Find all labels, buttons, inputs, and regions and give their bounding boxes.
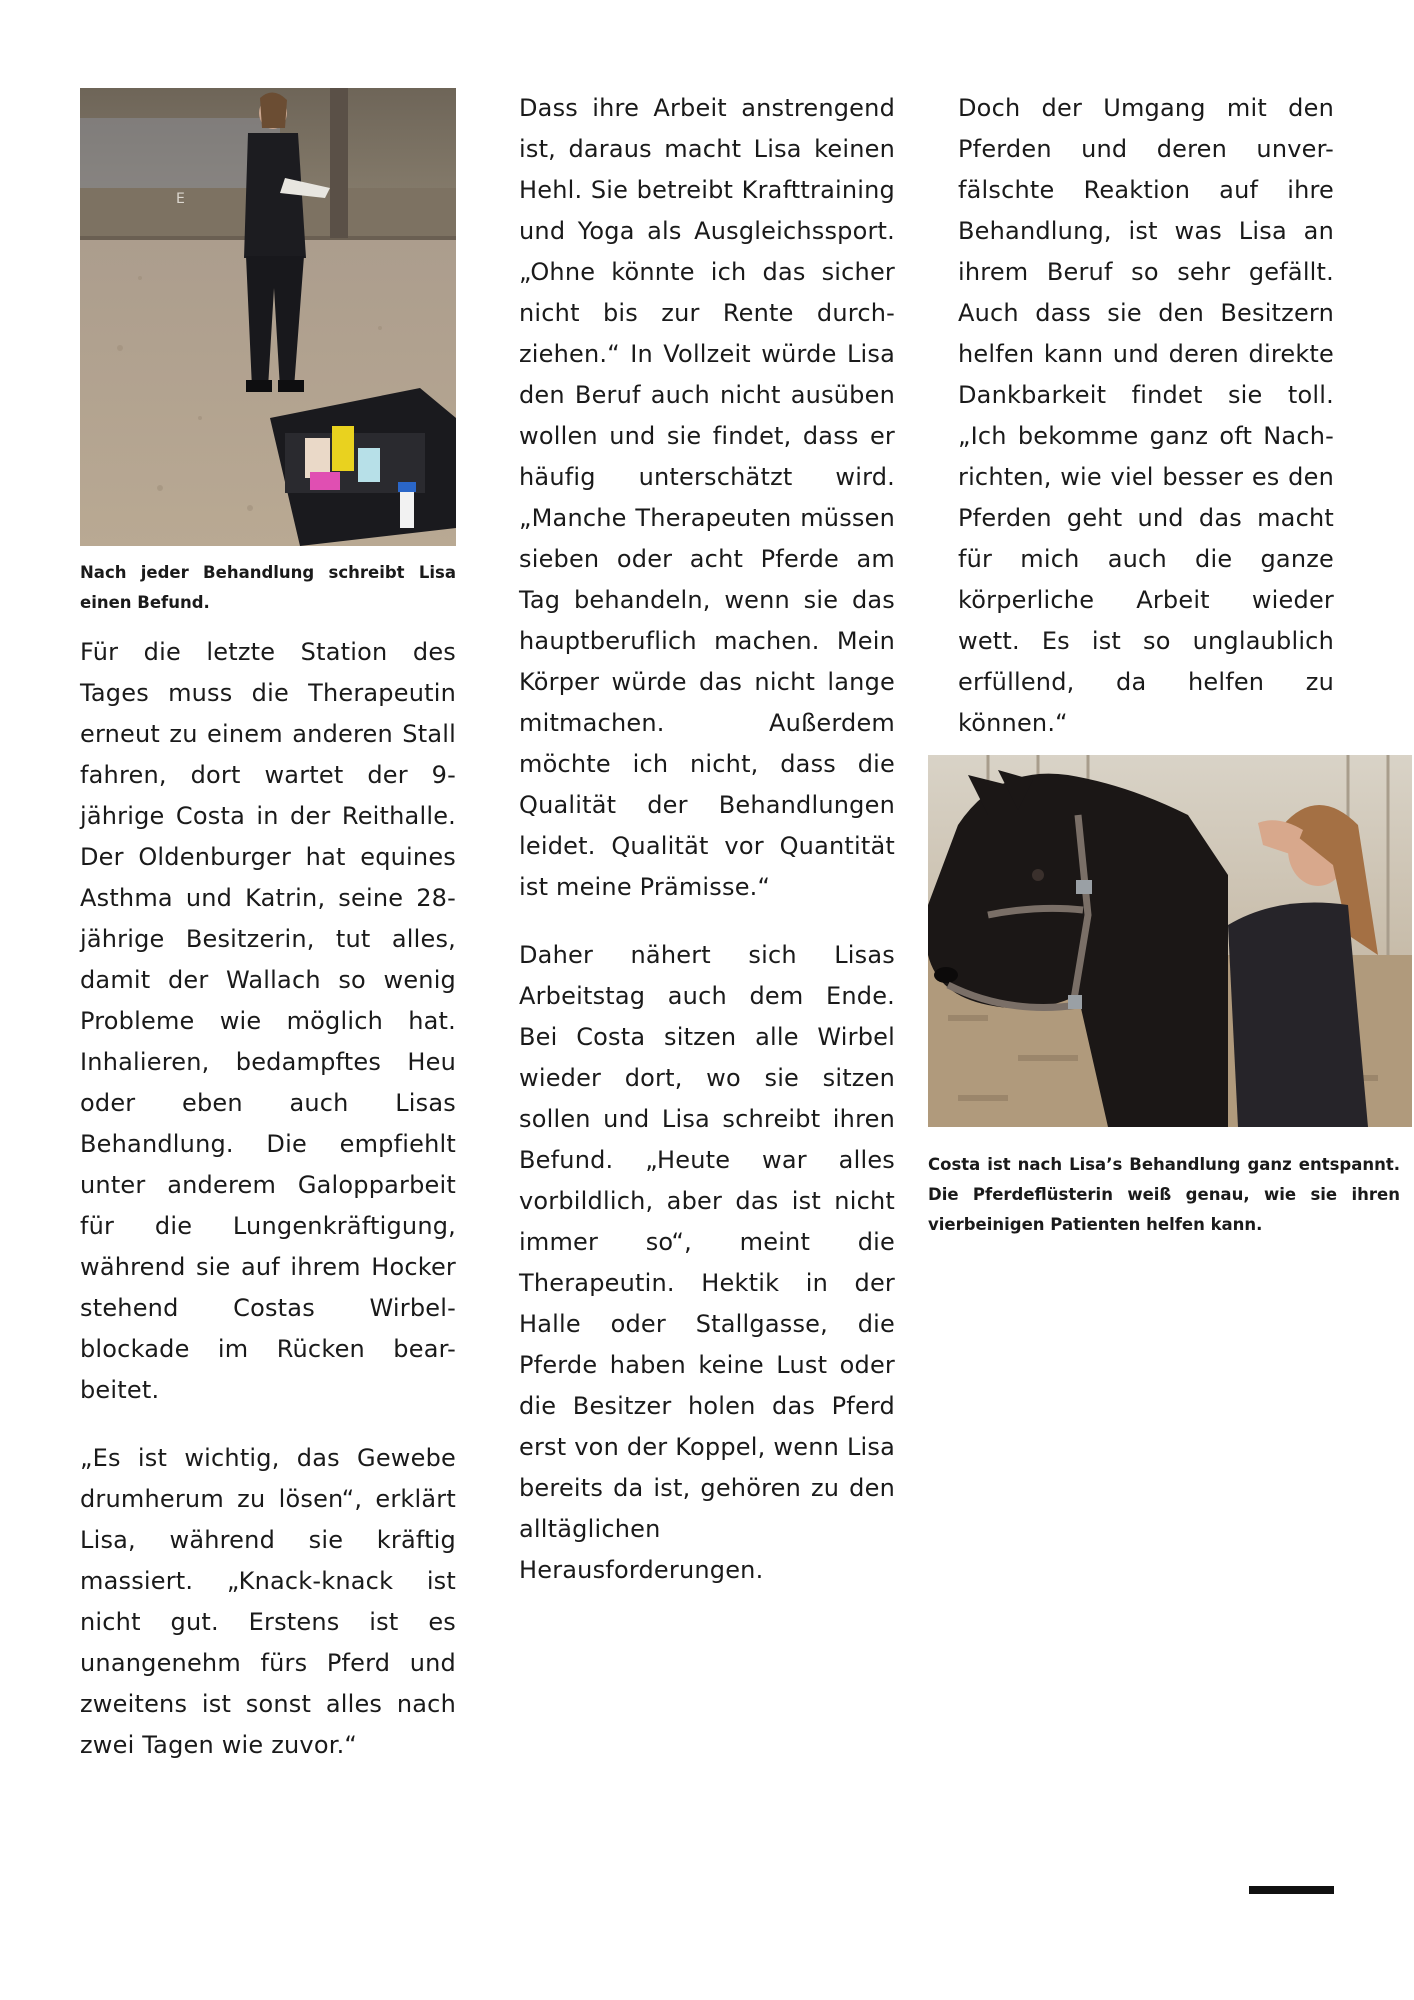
column-right xyxy=(958,88,1334,771)
body-paragraph: Dass ihre Arbeit anstrengend ist, daraus macht Lisa keinen Hehl. Sie betreibt Krafttraining und Yoga als Ausgleichssport. „Ohne könnte ich das sicher nicht bis zur Rente durch-ziehen.“ In Vollzeit würde Lisa den Beruf auch nicht ausüben wollen und sie findet, dass er häufig unterschätzt wird. „Manche Therapeuten müssen sieben oder acht Pferde am Tag behandeln, wenn sie das hauptberuflich machen. Mein Körper würde das nicht lange mitmachen. Außerdem möchte ich nicht, dass die Qualität der Behandlungen leidet. Qualität vor Quantität ist meine Prämisse.“ xyxy=(519,94,895,901)
column-left xyxy=(80,88,456,1793)
body-paragraph: „Es ist wichtig, das Gewebe drumherum zu lösen“, erklärt Lisa, während sie kräftig massiert. „Knack-knack ist nicht gut. Erstens ist es unangenehm fürs Pferd und zweitens ist sonst alles nach zwei Tagen wie zuvor.“ xyxy=(80,1444,456,1759)
photo-caption: Costa ist nach Lisa’s Behandlung ganz entspannt. Die Pferdeflüsterin weiß genau, wie sie ihren vierbeinigen Patienten helfen kann. xyxy=(928,1155,1400,1234)
page-end-rule xyxy=(1249,1886,1334,1894)
column-middle xyxy=(519,88,895,1618)
photo-horse-costa-with-therapist xyxy=(928,755,1412,1127)
svg-text:E: E xyxy=(176,191,185,207)
body-paragraph: Doch der Umgang mit den Pferden und deren unver-fälschte Reaktion auf ihre Behandlung, ist was Lisa an ihrem Beruf so sehr gefällt. Auch dass sie den Besitzern helfen kann und deren direkte Dankbarkeit findet sie toll. „Ich bekomme ganz oft Nach-richten, wie viel besser es den Pferden geht und das macht für mich auch die ganze körperliche Arbeit wieder wett. Es ist so unglaublich erfüllend, da helfen zu können.“ xyxy=(958,94,1334,737)
photo-therapist-writing-report xyxy=(80,88,456,546)
photo-caption: Nach jeder Behandlung schreibt Lisa einen Befund. xyxy=(80,563,456,612)
body-paragraph: Für die letzte Station des Tages muss die Therapeutin erneut zu einem anderen Stall fahren, dort wartet der 9-jährige Costa in der Reithalle. Der Oldenburger hat equines Asthma und Katrin, seine 28-jährige Besitzerin, tut alles, damit der Wallach so wenig Probleme wie möglich hat. Inhalieren, bedampftes Heu oder eben auch Lisas Behandlung. Die empfiehlt unter anderem Galopparbeit für die Lungenkräftigung, während sie auf ihrem Hocker stehend Costas Wirbel-blockade im Rücken bear-beitet. xyxy=(80,638,456,1404)
body-paragraph: Daher nähert sich Lisas Arbeitstag auch dem Ende. Bei Costa sitzen alle Wirbel wieder dort, wo sie sitzen sollen und Lisa schreibt ihren Befund. „Heute war alles vorbildlich, aber das ist nicht immer so“, meint die Therapeutin. Hektik in der Halle oder Stallgasse, die Pferde haben keine Lust oder die Besitzer holen das Pferd erst von der Koppel, wenn Lisa bereits da ist, gehören zu den alltäglichen Herausforderungen. xyxy=(519,941,895,1584)
